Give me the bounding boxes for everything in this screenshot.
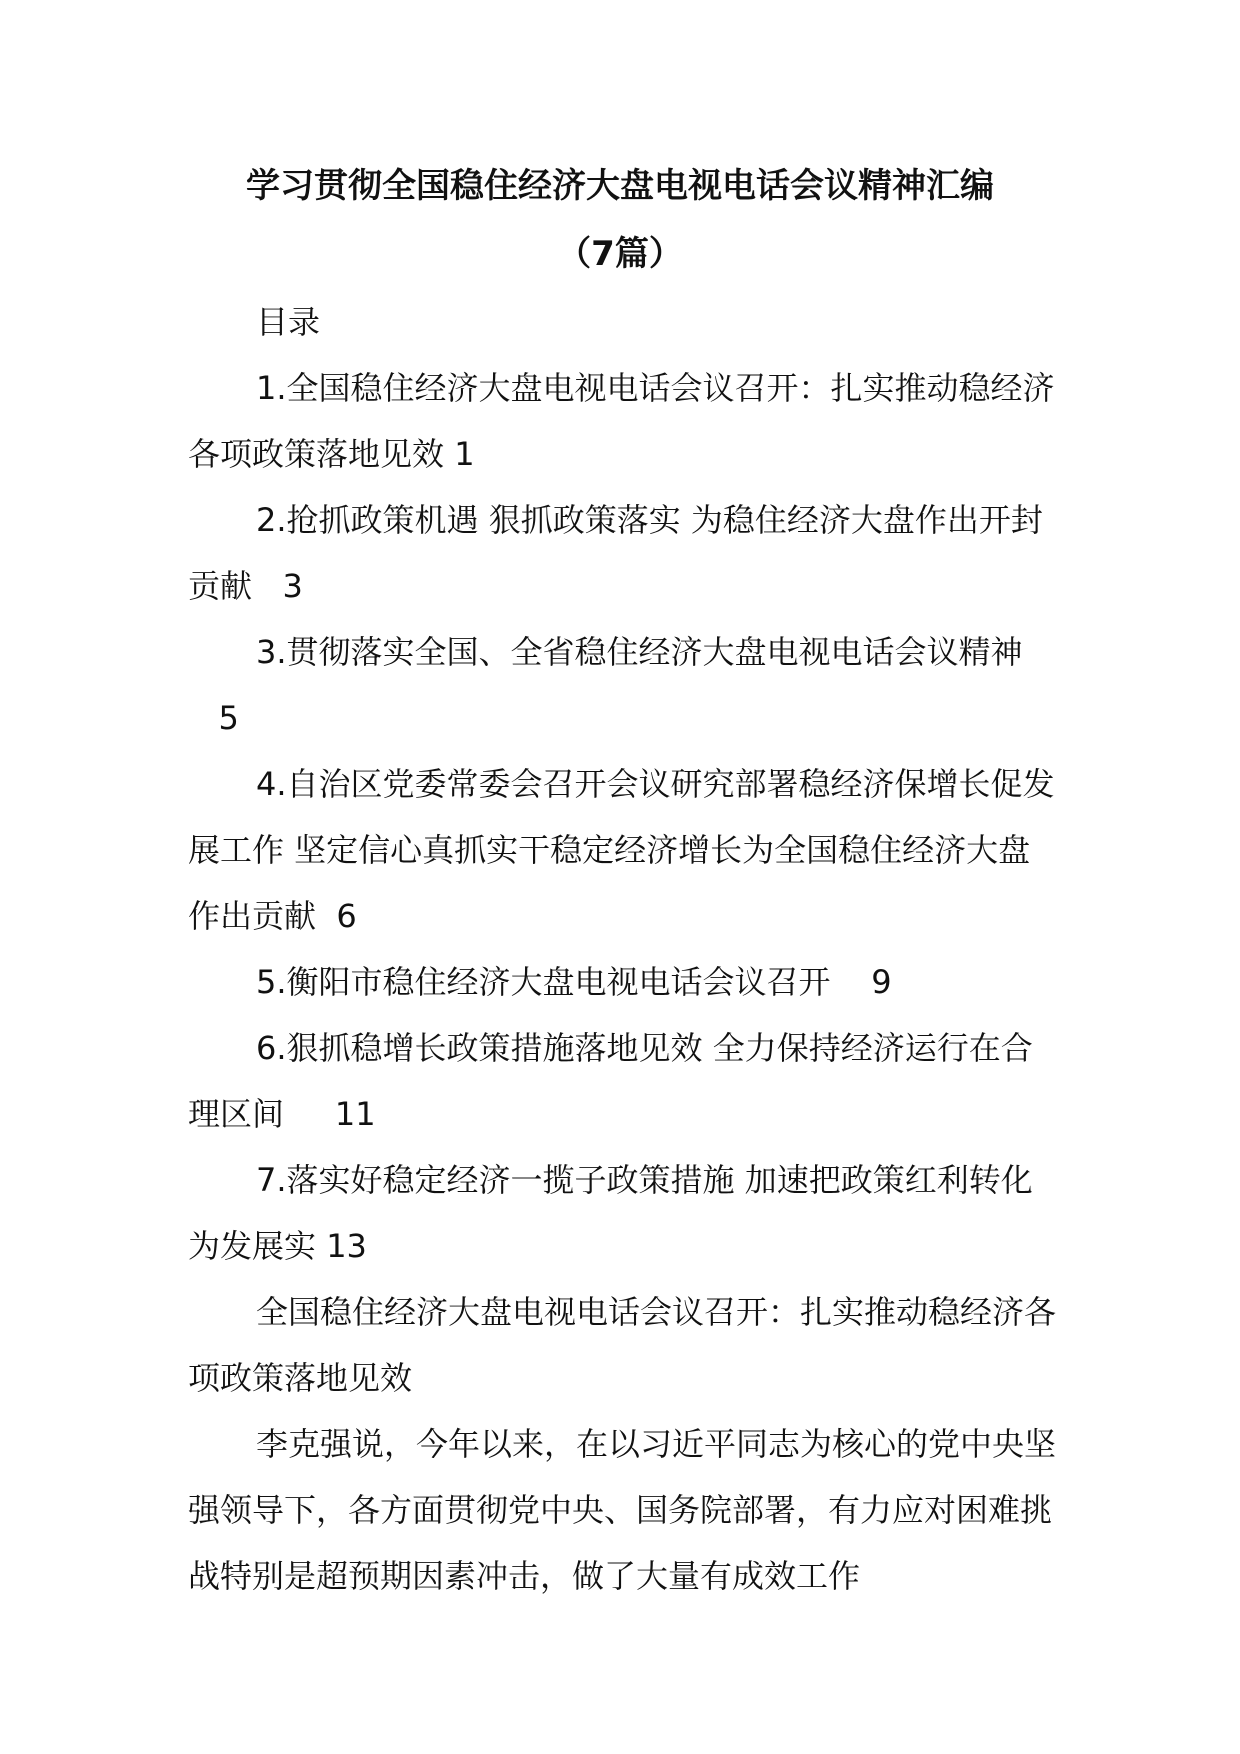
toc-entry-6[interactable]: [188, 1015, 1058, 1147]
toc-entry-1[interactable]: [188, 355, 1058, 487]
toc-entry-page-number: 9: [871, 963, 892, 1001]
toc-entry-page-number: 13: [326, 1227, 367, 1265]
toc-entry-2[interactable]: [188, 487, 1058, 619]
section-heading: 全国稳住经济大盘电视电话会议召开：扎实推动稳经济各项政策落地见效: [188, 1293, 1057, 1397]
toc-heading: 目录: [256, 303, 321, 341]
toc-entry-3[interactable]: [188, 619, 1058, 751]
toc-entry-label: 1.全国稳住经济大盘电视电话会议召开：扎实推动稳经济各项政策落地见效: [188, 369, 1055, 473]
document-title: 学习贯彻全国稳住经济大盘电视电话会议精神汇编: [246, 166, 994, 206]
toc-entry-page-number: 5: [218, 699, 239, 737]
toc-entry-spacer: [831, 963, 872, 1001]
document-body: [188, 289, 1058, 1609]
toc-entry-spacer: [316, 897, 336, 935]
toc-entry-5[interactable]: [188, 949, 1058, 1015]
body-paragraph: 李克强说，今年以来，在以习近平同志为核心的党中央坚强领导下，各方面贯彻党中央、国务院部署，有力应对困难挑战特别是超预期因素冲击，做了大量有成效工作: [188, 1425, 1057, 1595]
toc-entry-label: 6.狠抓稳增长政策措施落地见效 全力保持经济运行在合理区间: [188, 1029, 1033, 1133]
toc-entry-spacer: [316, 1227, 326, 1265]
toc-entry-spacer: [188, 699, 219, 737]
toc-entry-page-number: 3: [282, 567, 303, 605]
toc-entry-label: 5.衡阳市稳住经济大盘电视电话会议召开: [256, 963, 831, 1001]
toc-entry-label: 4.自治区党委常委会召开会议研究部署稳经济保增长促发展工作 坚定信心真抓实干稳定经济增长为全国稳住经济大盘作出贡献: [188, 765, 1055, 935]
toc-entry-label: 7.落实好稳定经济一揽子政策措施 加速把政策红利转化为发展实: [188, 1161, 1033, 1265]
toc-entry-7[interactable]: [188, 1147, 1058, 1279]
toc-entry-page-number: 11: [334, 1095, 376, 1133]
toc-entry-page-number: 1: [454, 435, 475, 473]
toc-entry-page-number: 6: [336, 897, 357, 935]
toc-entry-spacer: [284, 1095, 335, 1133]
toc-entry-page: [444, 435, 454, 473]
document-subtitle: （7篇）: [557, 234, 683, 274]
toc-entry-4[interactable]: [188, 751, 1058, 949]
toc-entry-label: 2.抢抓政策机遇 狠抓政策落实 为稳住经济大盘作出开封贡献: [188, 501, 1043, 605]
toc-entry-spacer: [252, 567, 283, 605]
toc-entry-label: 3.贯彻落实全国、全省稳住经济大盘电视电话会议精神: [256, 633, 1023, 671]
